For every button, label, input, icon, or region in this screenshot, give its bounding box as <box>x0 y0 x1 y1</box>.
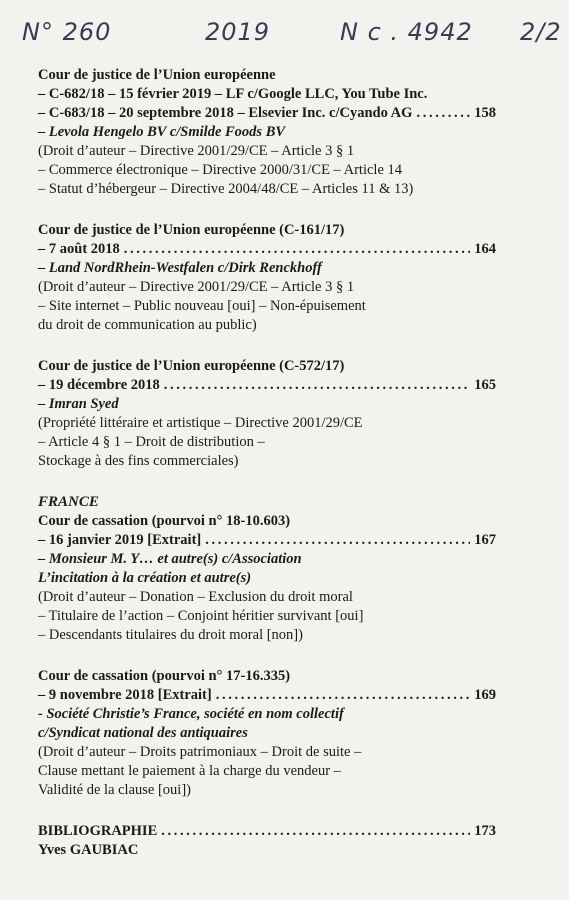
descriptor: (Droit d’auteur – Directive 2001/29/CE – Article 3 § 1 <box>38 143 355 159</box>
court-name: Cour de cassation (pourvoi n° 17-16.335) <box>38 668 291 684</box>
bibliography-author: Yves GAUBIAC <box>38 842 139 858</box>
toc-entry <box>38 221 496 335</box>
section-heading: FRANCE <box>38 494 99 510</box>
date-line <box>38 686 496 705</box>
handwritten-page-count: 2/2 <box>520 18 562 46</box>
dot-leader <box>416 104 470 123</box>
descriptor: – Site internet – Public nouveau [oui] – Non-épuisement <box>38 298 366 314</box>
dot-leader <box>164 376 471 395</box>
date-line <box>38 240 496 259</box>
bibliography-line <box>38 822 496 841</box>
descriptor: – Titulaire de l’action – Conjoint héritier survivant [oui] <box>38 608 364 624</box>
date-line <box>38 376 496 395</box>
court-name: Cour de cassation (pourvoi n° 18-10.603) <box>38 513 291 529</box>
parties: – Land NordRhein-Westfalen c/Dirk Renckhoff <box>38 260 322 276</box>
descriptor: – Commerce électronique – Directive 2000/31/CE – Article 14 <box>38 162 403 178</box>
parties: - Société Christie’s France, société en nom collectif <box>38 706 344 722</box>
dot-leader <box>205 531 470 550</box>
descriptor: – Article 4 § 1 – Droit de distribution – <box>38 434 265 450</box>
descriptor: (Droit d’auteur – Directive 2001/29/CE – Article 3 § 1 <box>38 279 355 295</box>
descriptor: – Statut d’hébergeur – Directive 2004/48/CE – Articles 11 & 13) <box>38 181 414 197</box>
toc-entry <box>38 667 496 800</box>
bibliography-title: BIBLIOGRAPHIE <box>38 823 158 839</box>
descriptor: Stockage à des fins commerciales) <box>38 453 239 469</box>
handwritten-year: 2019 <box>205 18 271 46</box>
case-line: – C-683/18 – 20 septembre 2018 – Elsevier Inc. c/Cyando AG <box>38 105 413 121</box>
decision-date: – 16 janvier 2019 [Extrait] <box>38 532 202 548</box>
page-number: 167 <box>474 532 496 548</box>
descriptor: Clause mettant le paiement à la charge du vendeur – <box>38 763 341 779</box>
date-line <box>38 531 496 550</box>
case-line: – C-682/18 – 15 février 2019 – LF c/Google LLC, You Tube Inc. <box>38 86 428 102</box>
page-number: 158 <box>474 105 496 121</box>
court-name: Cour de justice de l’Union européenne (C-161/17) <box>38 222 345 238</box>
court-name: Cour de justice de l’Union européenne (C-572/17) <box>38 358 345 374</box>
descriptor: (Propriété littéraire et artistique – Directive 2001/29/CE <box>38 415 363 431</box>
descriptor: (Droit d’auteur – Donation – Exclusion du droit moral <box>38 589 353 605</box>
page-number: 173 <box>474 823 496 839</box>
page-number: 165 <box>474 377 496 393</box>
handwritten-ref: N c . 4942 <box>340 18 473 46</box>
descriptor: Validité de la clause [oui]) <box>38 782 191 798</box>
descriptor: – Descendants titulaires du droit moral [non]) <box>38 627 303 643</box>
table-of-contents <box>38 66 496 882</box>
descriptor: du droit de communication au public) <box>38 317 257 333</box>
parties: – Levola Hengelo BV c/Smilde Foods BV <box>38 124 286 140</box>
page-number: 169 <box>474 687 496 703</box>
handwritten-number: N° 260 <box>22 18 112 46</box>
case-line-leader <box>38 104 496 123</box>
decision-date: – 9 novembre 2018 [Extrait] <box>38 687 212 703</box>
dot-leader <box>216 686 471 705</box>
parties: L’incitation à la création et autre(s) <box>38 570 252 586</box>
toc-entry <box>38 357 496 471</box>
parties: c/Syndicat national des antiquaires <box>38 725 248 741</box>
court-name: Cour de justice de l’Union européenne <box>38 67 276 83</box>
decision-date: – 19 décembre 2018 <box>38 377 160 393</box>
descriptor: (Droit d’auteur – Droits patrimoniaux – Droit de suite – <box>38 744 362 760</box>
parties: – Imran Syed <box>38 396 119 412</box>
dot-leader <box>161 822 470 841</box>
page-number: 164 <box>474 241 496 257</box>
toc-entry <box>38 493 496 645</box>
toc-entry <box>38 66 496 199</box>
decision-date: – 7 août 2018 <box>38 241 120 257</box>
bibliography-entry <box>38 822 496 860</box>
dot-leader <box>124 240 470 259</box>
parties: – Monsieur M. Y… et autre(s) c/Association <box>38 551 302 567</box>
